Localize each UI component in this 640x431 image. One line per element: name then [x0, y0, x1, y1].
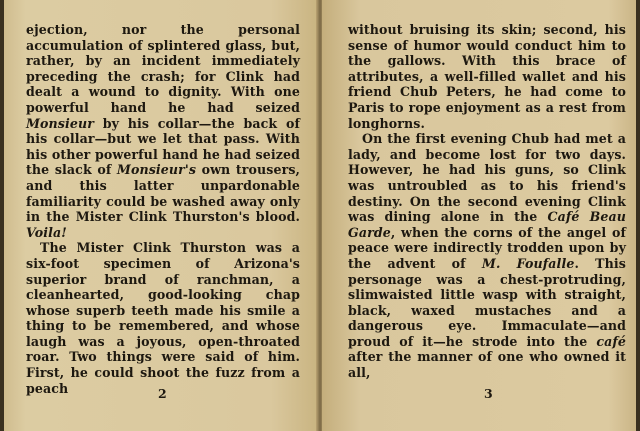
text-run: On the first evening Chub had met a lady, and become lost for two days. However, he had his guns, so Clink was untroubled as to his friend's destiny. On the second evening Clink was dining alone in the [348, 131, 626, 225]
left-edge [0, 0, 4, 431]
text-run: after the manner of one who owned it all, [348, 349, 626, 381]
italic-text: M. Foufalle [481, 255, 575, 271]
text-run: , when the corns of the angel of peace were indirectly trodden upon by the advent of [348, 224, 626, 271]
text-run: own trousers, and this latter unpardonable familiarity could be washed away only in the Mister Clink Thurston's blood. [26, 162, 300, 225]
left-page-text [26, 22, 300, 396]
right-page-text [348, 22, 626, 381]
italic-text: Voila! [26, 224, 67, 240]
italic-text: Café Beau Garde [348, 209, 626, 240]
italic-text: Monsieur's [116, 162, 197, 178]
paragraph [348, 131, 626, 381]
text-run: without bruising its skin; second, his sense of humor would conduct him to the gallows. With this brace of attributes, a well-filled wallet and his friend Chub Peters, he had come to Paris to rope enjoyment as a rest from longhorns. [348, 22, 626, 131]
italic-text: Monsieur [26, 115, 94, 131]
paragraph [26, 240, 300, 396]
right-edge [636, 0, 640, 431]
text-run: by his collar—the back of his collar—but we let that pass. With his other powerful hand he had seized the slack of [26, 115, 300, 178]
italic-text: café [596, 333, 626, 349]
text-run: ejection, nor the personal accumulation of splintered glass, but, rather, by an incident immediately preceding the crash; for Clink had dealt a wound to dignity. With one powerful hand he had seized [26, 22, 300, 115]
paragraph [348, 22, 626, 131]
text-run: The Mister Clink Thurston was a six-foot specimen of Arizona's superior brand of ranchman, a cleanhearted, good-looking chap whose superb teeth made his smile a thing to be remembered, and whose laugh was a joyous, open-throated roar. Two things were said of him. First, he could shoot the fuzz from a peach [26, 240, 300, 396]
paragraph [26, 22, 300, 240]
page-number-right: 3 [484, 386, 493, 401]
left-page [0, 0, 318, 431]
text-run: . This personage was a chest-protruding, slimwaisted little wasp with straight, black, waxed mustaches and a dangerous eye. Immaculate—and proud of it—he strode into the [348, 255, 626, 349]
right-page [322, 0, 640, 431]
page-number-left: 2 [158, 386, 167, 401]
